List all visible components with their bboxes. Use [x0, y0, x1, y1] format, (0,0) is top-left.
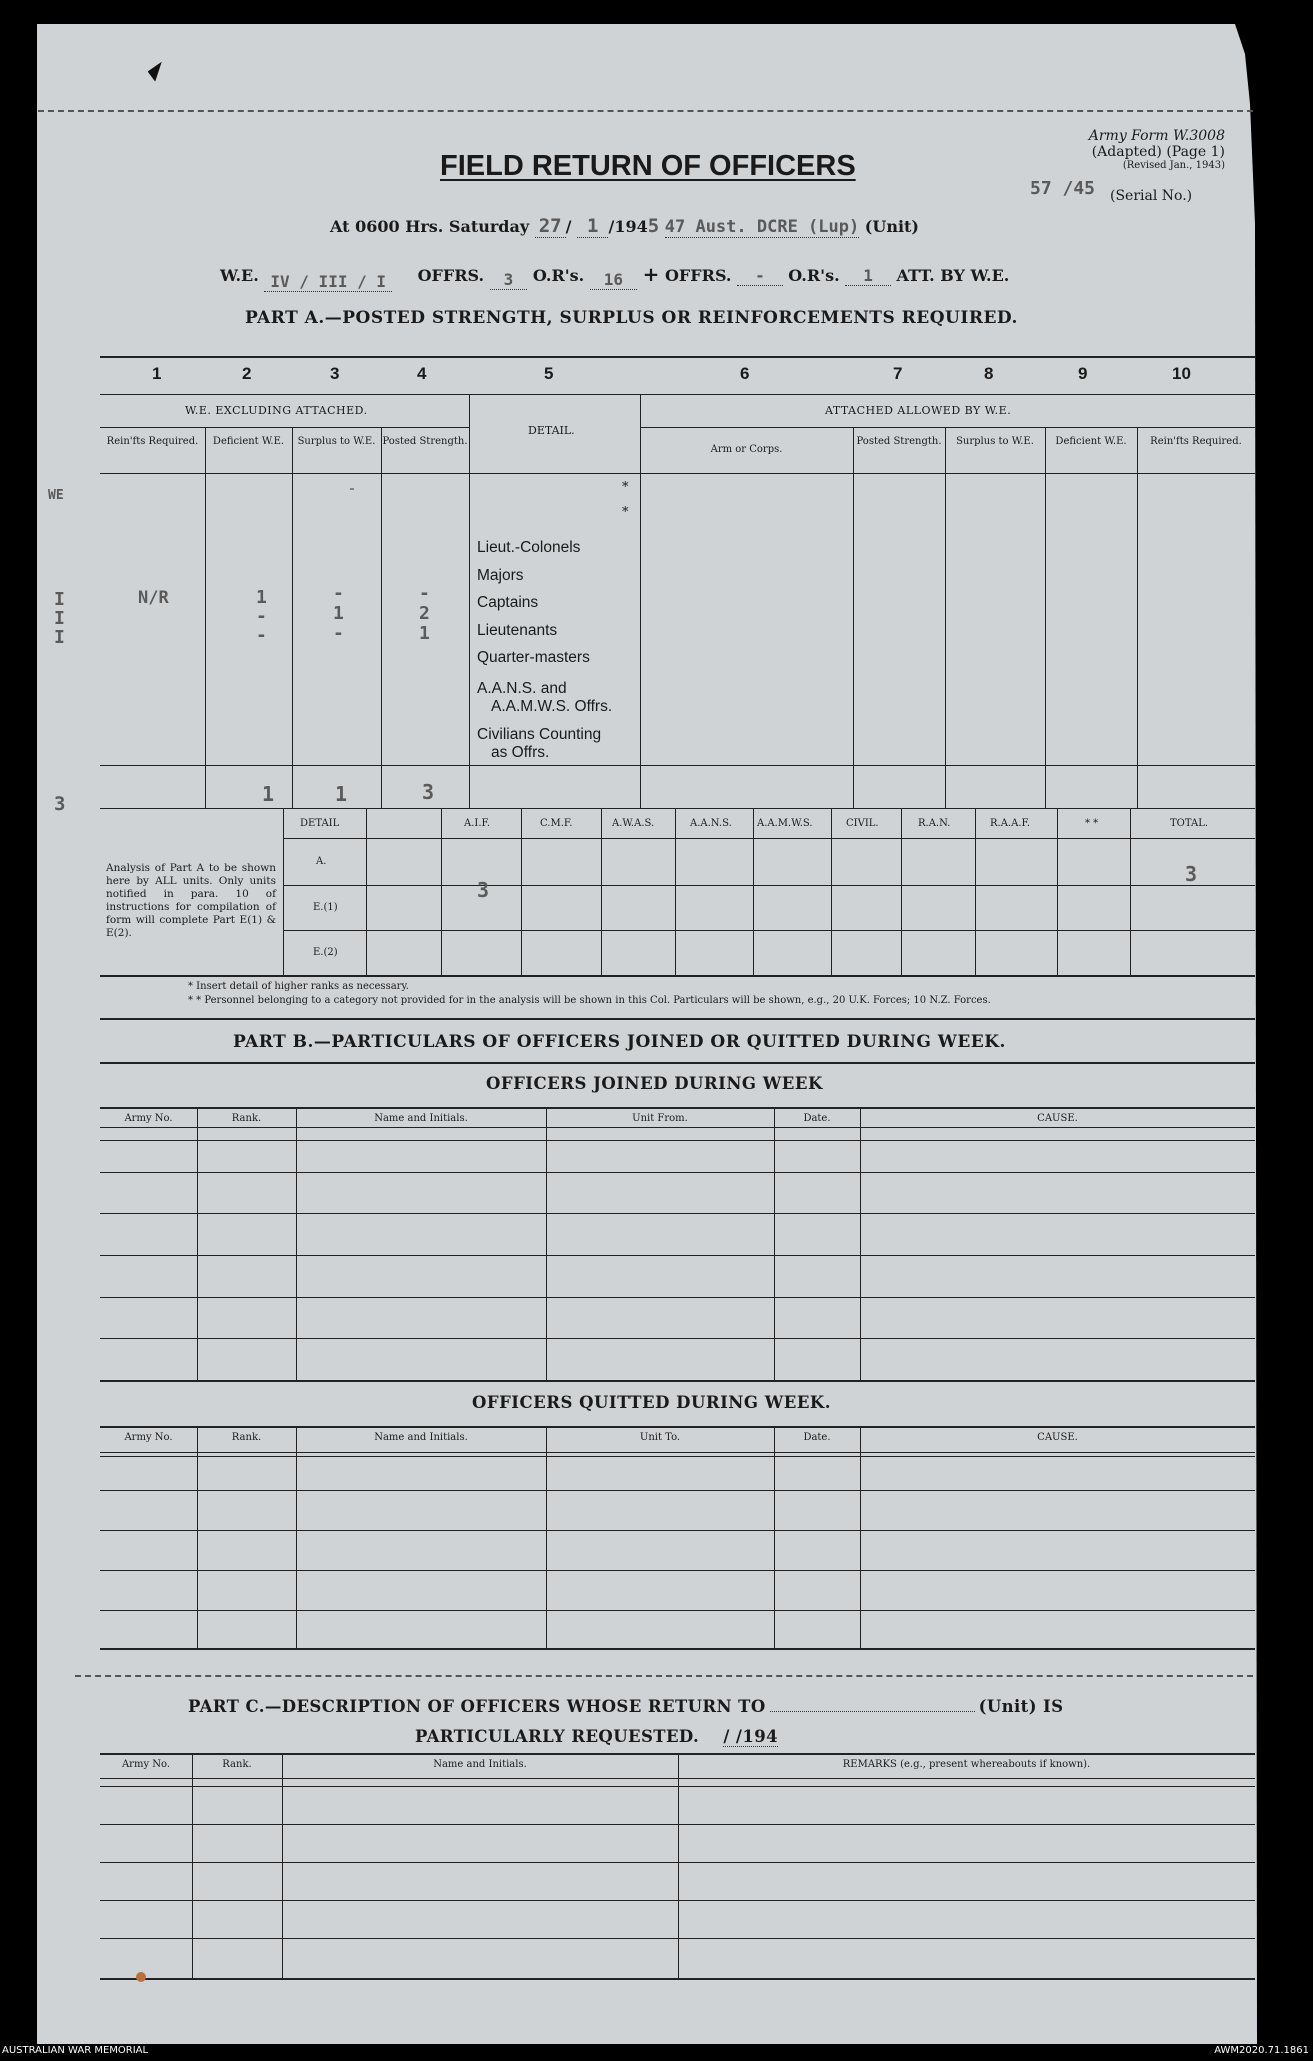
partA-vline-4: [469, 394, 470, 808]
offrs2-fill: -: [737, 266, 783, 286]
note-1: * Insert detail of higher ranks as necessary.: [188, 981, 409, 992]
partA-vline-3: [381, 427, 382, 808]
analysis-head: A.A.M.W.S.: [757, 818, 813, 829]
ink-dot: [136, 1972, 146, 1982]
total-col2: 1: [262, 782, 275, 806]
quitted-col-rule: [774, 1426, 775, 1648]
aif-fill: 3: [477, 878, 490, 902]
rank-item: Lieutenants: [477, 621, 558, 639]
quitted-col-rule: [546, 1426, 547, 1648]
total-col3: 1: [335, 782, 348, 806]
col-number: 7: [893, 364, 903, 383]
partC-requested: PARTICULARLY REQUESTED.: [415, 1727, 700, 1746]
star-2: *: [622, 505, 629, 520]
partC-line1: [188, 1697, 1064, 1716]
margin-we: WE: [48, 488, 64, 503]
form-number: [1040, 128, 1225, 171]
col-number: 6: [740, 364, 750, 383]
col3-value: -: [333, 623, 344, 644]
col-number: 8: [984, 364, 994, 383]
quitted-col-header: Unit To.: [639, 1432, 681, 1443]
serial-label: (Serial No.): [1110, 188, 1193, 204]
analysis-head: R.A.N.: [918, 818, 951, 829]
date-month: 1: [577, 215, 608, 238]
analysis-head: TOTAL.: [1170, 818, 1209, 829]
col-number: 9: [1078, 364, 1088, 383]
joined-col-rule: [774, 1107, 775, 1380]
notes-bottom: [100, 1018, 1255, 1020]
partA-rule-6: [100, 808, 1255, 809]
quitted-col-rule: [296, 1426, 297, 1648]
analysis-head: R.A.A.F.: [990, 818, 1031, 829]
form-line2: (Adapted) (Page 1): [1091, 144, 1225, 160]
serial-value: 57 /45: [1030, 178, 1096, 199]
partA-vline-5: [640, 394, 641, 808]
analysis-vline-2: [441, 808, 442, 975]
quitted-head-rule: [100, 1452, 1255, 1453]
partc-col-header: Name and Initials.: [433, 1759, 527, 1770]
detail-heading: DETAIL.: [528, 424, 575, 437]
joined-row-rule: [100, 1140, 1255, 1141]
partc-col-rule: [282, 1753, 283, 1978]
quitted-top-rule: [100, 1426, 1255, 1428]
we-excluding-attached: W.E. EXCLUDING ATTACHED.: [185, 404, 368, 417]
joined-row-rule: [100, 1213, 1255, 1214]
margin-value: I: [54, 627, 65, 648]
analysis-head: A.W.A.S.: [612, 818, 655, 829]
joined-col-header: Army No.: [124, 1113, 173, 1124]
we-line: [220, 262, 1010, 291]
subhead-reinf-2: Rein'fts Required.: [1150, 436, 1242, 447]
quitted-col-header: Army No.: [124, 1432, 173, 1443]
col2-value: 1: [256, 587, 267, 608]
joined-row-rule: [100, 1172, 1255, 1173]
col4-value: -: [419, 583, 430, 604]
col-number: 3: [330, 364, 340, 383]
joined-col-rule: [546, 1107, 547, 1380]
at-line: At 0600 Hrs. Saturday 27 / 1 /1945 47 Aust. DCRE (Lup) (Unit): [330, 215, 919, 237]
subhead-deficient-2: Deficient W.E.: [1055, 436, 1127, 447]
analysis-vline-9: [975, 808, 976, 975]
joined-col-rule: [197, 1107, 198, 1380]
offrs-label: OFFRS.: [417, 266, 485, 285]
analysis-note: Analysis of Part A to be shown here by ALL units. Only units notified in para. 10 of instructions for compilation of form will complete Part E(1) & E(2).: [106, 862, 276, 939]
offrs-fill: 3: [490, 270, 528, 290]
joined-row-rule: [100, 1255, 1255, 1256]
partA-heading: PART A.—POSTED STRENGTH, SURPLUS OR REINFORCEMENTS REQUIRED.: [245, 308, 1018, 328]
analysis-vline-7: [831, 808, 832, 975]
analysis-head: * *: [1085, 818, 1099, 829]
form-line3: (Revised Jan., 1943): [1122, 160, 1225, 171]
col4-value: 1: [419, 623, 430, 644]
analysis-row-e1: E.(1): [313, 902, 338, 913]
subhead-deficient: Deficient W.E.: [212, 436, 285, 447]
joined-col-header: Rank.: [231, 1113, 262, 1124]
partc-bottom-rule: [100, 1978, 1255, 1980]
quitted-row-rule: [100, 1610, 1255, 1611]
partA-rule-2: [100, 394, 1255, 395]
analysis-vline-10: [1057, 808, 1058, 975]
quitted-col-rule: [860, 1426, 861, 1648]
partC-suffix: (Unit) IS: [978, 1697, 1064, 1716]
partc-col-header: Army No.: [121, 1759, 171, 1770]
joined-head-rule: [100, 1127, 1255, 1128]
analysis-row-e2: E.(2): [313, 947, 338, 958]
att-label: ATT. BY W.E.: [896, 266, 1010, 285]
joined-col-rule: [860, 1107, 861, 1380]
margin-values: [54, 590, 65, 647]
analysis-vline-11: [1130, 808, 1131, 975]
joined-col-header: Unit From.: [632, 1113, 688, 1124]
partA-top-rule: [100, 356, 1255, 358]
quitted-row-rule: [100, 1570, 1255, 1571]
partA-vline-1: [205, 427, 206, 808]
analysis-vline-1: [366, 808, 367, 975]
ors-fill: 16: [590, 270, 637, 290]
subhead-surplus-2: Surplus to W.E.: [956, 436, 1034, 447]
date-year-prefix: 194: [614, 217, 648, 236]
analysis-rule-3: [283, 930, 1255, 931]
joined-row-rule: [100, 1297, 1255, 1298]
col-number: 10: [1172, 364, 1191, 383]
col2-values: [256, 588, 267, 645]
analysis-vline-5: [675, 808, 676, 975]
analysis-vline-3: [521, 808, 522, 975]
joined-col-header: CAUSE.: [1037, 1113, 1078, 1124]
partA-rule-5: [100, 765, 1255, 766]
page-title: FIELD RETURN OF OFFICERS: [440, 150, 856, 182]
subhead-posted: Posted Strength.: [382, 436, 468, 447]
partA-vline-7: [945, 427, 946, 808]
footer-right: AWM2020.71.1861: [1214, 2045, 1309, 2056]
col3-values: [333, 584, 344, 644]
partc-col-rule: [678, 1753, 679, 1978]
perforation-top: [38, 110, 1253, 112]
quitted-col-header: Name and Initials.: [374, 1432, 468, 1443]
col-number: 4: [417, 364, 427, 383]
analysis-rule-2: [283, 885, 1255, 886]
partB-rule: [100, 1062, 1255, 1064]
col2-value: -: [256, 606, 267, 627]
we-label: W.E.: [220, 266, 259, 285]
joined-bottom-rule: [100, 1380, 1255, 1382]
col-number: 2: [242, 364, 252, 383]
joined-col-header: Date.: [803, 1113, 831, 1124]
we-fill: IV / III / I: [264, 272, 392, 292]
rank-item: as Offrs.: [491, 743, 550, 761]
date-day: 27: [535, 215, 566, 238]
analysis-head: A.A.N.S.: [690, 818, 732, 829]
quitted-heading: OFFICERS QUITTED DURING WEEK.: [472, 1393, 831, 1412]
ors2-label: O.R's.: [788, 266, 840, 285]
partc-col-rule: [192, 1753, 193, 1978]
note-2: * * Personnel belonging to a category not provided for in the analysis will be shown in this Col. Particulars will be shown, e.g., 20 U.K. Forces; 10 N.Z. Forces.: [188, 995, 991, 1006]
joined-col-header: Name and Initials.: [374, 1113, 468, 1124]
col-number-row: [0, 364, 1313, 390]
form-line1: Army Form W.3008: [1088, 128, 1225, 144]
partA-vline-9: [1137, 427, 1138, 808]
analysis-row-a: A.: [316, 856, 327, 867]
partA-rule-4: [100, 473, 1255, 474]
quitted-col-header: Rank.: [231, 1432, 262, 1443]
partA-rule-3: [100, 427, 469, 428]
col4-values: [419, 584, 430, 644]
quitted-col-header: CAUSE.: [1037, 1432, 1078, 1443]
analysis-bottom: [100, 975, 1255, 977]
analysis-vline-6: [753, 808, 754, 975]
rank-item: A.A.M.W.S. Offrs.: [491, 697, 613, 715]
unit-label: (Unit): [864, 217, 919, 236]
reinf-fill: N/R: [138, 588, 169, 608]
rank-list: [477, 534, 612, 762]
quitted-row-rule: [100, 1530, 1255, 1531]
partA-vline-2: [292, 427, 293, 808]
joined-row-rule: [100, 1338, 1255, 1339]
margin-total: 3: [54, 793, 66, 815]
quitted-bottom-rule: [100, 1648, 1255, 1650]
partA-vline-8: [1045, 427, 1046, 808]
quitted-row-rule: [100, 1490, 1255, 1491]
offrs2-label: OFFRS.: [664, 266, 732, 285]
quitted-col-header: Date.: [803, 1432, 831, 1443]
perforation-bottom: [75, 1675, 1253, 1677]
joined-top-rule: [100, 1107, 1255, 1109]
star-1: *: [622, 480, 629, 495]
joined-heading: OFFICERS JOINED DURING WEEK: [486, 1074, 823, 1093]
analysis-head: A.I.F.: [464, 818, 491, 829]
col-number: 1: [152, 364, 162, 383]
partC-prefix: PART C.—DESCRIPTION OF OFFICERS WHOSE RETURN TO: [188, 1697, 766, 1716]
subhead-surplus: Surplus to W.E.: [297, 436, 376, 447]
partC-unit-blank: [770, 1711, 975, 1712]
margin-value: I: [54, 589, 65, 610]
rank-item: Quarter-masters: [477, 649, 590, 666]
analysis-vline-8: [901, 808, 902, 975]
subhead-posted-2: Posted Strength.: [856, 436, 942, 447]
col-number: 5: [544, 364, 554, 383]
partC-date: / /194: [723, 1727, 778, 1746]
subhead-arm-corps: Arm or Corps.: [710, 444, 783, 455]
partC-line2: [415, 1727, 778, 1746]
col3-value: -: [333, 583, 344, 604]
ors-label: O.R's.: [532, 266, 585, 285]
partB-heading: PART B.—PARTICULARS OF OFFICERS JOINED OR QUITTED DURING WEEK.: [233, 1032, 1006, 1052]
at-line-prefix: At 0600 Hrs. Saturday: [330, 217, 530, 236]
plus-sign: +: [642, 262, 660, 286]
footer-left: AUSTRALIAN WAR MEMORIAL: [2, 2045, 149, 2056]
unit-fill: 47 Aust. DCRE (Lup): [664, 217, 860, 237]
analysis-vline-4: [601, 808, 602, 975]
date-year-fill: 5: [647, 215, 660, 237]
analysis-vline-0: [283, 808, 284, 975]
rank-item: Civilians Counting: [477, 725, 602, 743]
col3-top-mark: -: [348, 482, 356, 497]
subhead-reinf: Rein'fts Required.: [106, 436, 199, 447]
col4-value: 2: [419, 603, 430, 624]
quitted-row-rule: [100, 1456, 1255, 1457]
analysis-rule-1: [283, 838, 1255, 839]
col2-value: -: [256, 625, 267, 646]
rank-item: Majors: [477, 566, 524, 584]
total-fill: 3: [1185, 862, 1198, 886]
ors2-fill: 1: [845, 266, 891, 286]
rank-item: Lieut.-Colonels: [477, 539, 581, 556]
attached-allowed: ATTACHED ALLOWED BY W.E.: [825, 404, 1012, 417]
analysis-head: CIVIL.: [846, 818, 879, 829]
quitted-col-rule: [197, 1426, 198, 1648]
partA-vline-6: [853, 427, 854, 808]
partc-col-header: REMARKS (e.g., present whereabouts if known).: [842, 1759, 1091, 1770]
analysis-head: DETAIL: [300, 818, 340, 829]
partc-col-header: Rank.: [222, 1759, 252, 1770]
rank-item: Captains: [477, 594, 539, 611]
rank-item: A.A.N.S. and: [477, 679, 567, 697]
joined-col-rule: [296, 1107, 297, 1380]
partA-rule-3b: [640, 427, 1255, 428]
col3-value: 1: [333, 603, 344, 624]
total-col4: 3: [422, 780, 435, 804]
margin-value: I: [54, 608, 65, 629]
analysis-head: C.M.F.: [540, 818, 573, 829]
